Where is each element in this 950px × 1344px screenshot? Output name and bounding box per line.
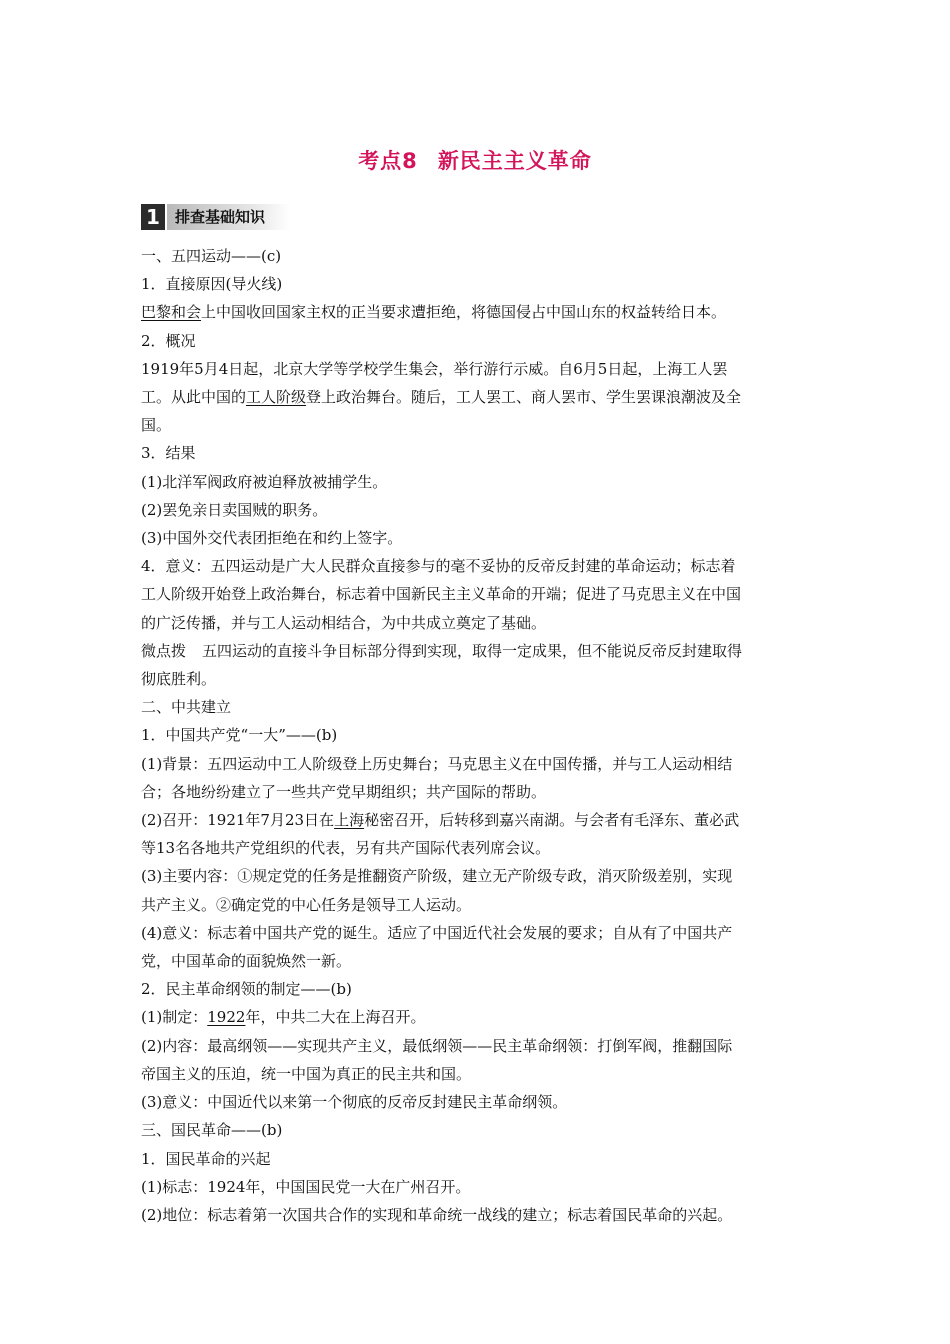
- text-line: [141, 693, 811, 721]
- text-segment: 1．国民革命的兴起: [141, 1149, 271, 1168]
- text-line: [141, 947, 811, 975]
- text-segment: 1919年5月4日起，北京大学等学校学生集会，举行游行示威。自6月5日起，上海工人罢: [141, 359, 728, 378]
- text-line: [141, 1201, 811, 1229]
- text-line: [141, 1032, 811, 1060]
- text-segment: 合；各地纷纷建立了一些共产党早期组织；共产国际的帮助。: [141, 782, 547, 801]
- underlined-keyword: 巴黎和会: [141, 303, 202, 322]
- text-line: [141, 242, 811, 270]
- text-segment: (3)中国外交代表团拒绝在和约上签字。: [141, 529, 403, 548]
- text-line: [141, 355, 811, 383]
- text-segment: 秘密召开，后转移到嘉兴南湖。与会者有毛泽东、董必武: [364, 811, 740, 830]
- text-line: [141, 1173, 811, 1201]
- text-line: [141, 298, 811, 326]
- text-segment: 2．概况: [141, 331, 196, 350]
- document-body: [141, 242, 811, 1229]
- text-segment: 微点拨: [141, 641, 187, 660]
- text-segment: 五四运动的直接斗争目标部分得到实现，取得一定成果，但不能说反帝反封建取得: [202, 641, 743, 660]
- title-topic-number: 考点8: [358, 149, 418, 173]
- text-segment: 共产主义。②确定党的中心任务是领导工人运动。: [141, 895, 472, 914]
- text-segment: 年，中共二大在上海召开。: [245, 1008, 426, 1027]
- text-line: [141, 580, 811, 608]
- text-line: [141, 862, 811, 890]
- text-segment: 的广泛传播，并与工人运动相结合，为中共成立奠定了基础。: [141, 613, 547, 632]
- text-segment: (2)地位：标志着第一次国共合作的实现和革命统一战线的建立；标志着国民革命的兴起。: [141, 1205, 733, 1224]
- page-title: [0, 145, 950, 175]
- text-segment: 2．民主革命纲领的制定——(b): [141, 980, 352, 999]
- text-line: [141, 975, 811, 1003]
- text-line: [141, 806, 811, 834]
- text-segment: 三、国民革命——(b): [141, 1121, 283, 1140]
- text-segment: (2)罢免亲日卖国贼的职务。: [141, 500, 328, 519]
- text-segment: (3)意义：中国近代以来第一个彻底的反帝反封建民主革命纲领。: [141, 1093, 568, 1112]
- text-segment: 彻底胜利。: [141, 670, 217, 689]
- text-line: [141, 665, 811, 693]
- text-segment: (1)制定：: [141, 1008, 208, 1027]
- text-line: [141, 1145, 811, 1173]
- text-segment: (1)背景：五四运动中工人阶级登上历史舞台；马克思主义在中国传播，并与工人运动相结: [141, 754, 733, 773]
- text-line: [141, 1088, 811, 1116]
- text-line: [141, 1116, 811, 1144]
- text-segment: (1)北洋军阀政府被迫释放被捕学生。: [141, 472, 388, 491]
- section-label: 排查基础知识: [167, 204, 291, 230]
- text-line: [141, 552, 811, 580]
- text-line: [141, 496, 811, 524]
- text-line: [141, 637, 811, 665]
- text-segment: 1．直接原因(导火线): [141, 275, 283, 294]
- text-segment: 3．结果: [141, 444, 196, 463]
- text-line: [141, 778, 811, 806]
- underlined-keyword: 上海: [334, 811, 365, 830]
- text-line: [141, 524, 811, 552]
- underlined-keyword: 工人阶级: [246, 388, 307, 407]
- text-line: [141, 270, 811, 298]
- text-segment: 1．中国共产党“一大”——(b): [141, 726, 338, 745]
- text-segment: 工。从此中国的: [141, 388, 247, 407]
- text-segment: (1)标志：1924年，中国国民党一大在广州召开。: [141, 1177, 471, 1196]
- section-banner: [141, 204, 291, 230]
- section-number: 1: [141, 204, 165, 230]
- text-segment: 国。: [141, 416, 172, 435]
- text-line: [141, 609, 811, 637]
- text-line: [141, 439, 811, 467]
- text-segment: 等13名各地共产党组织的代表，另有共产国际代表列席会议。: [141, 839, 551, 858]
- text-line: [141, 411, 811, 439]
- text-segment: (2)召开：1921年7月23日在: [141, 811, 335, 830]
- text-line: [141, 750, 811, 778]
- text-segment: 4．意义：五四运动是广大人民群众直接参与的毫不妥协的反帝反封建的革命运动；标志着: [141, 557, 736, 576]
- text-segment: (3)主要内容：①规定党的任务是推翻资产阶级，建立无产阶级专政，消灭阶级差别，实现: [141, 867, 733, 886]
- text-segment: 上中国收回国家主权的正当要求遭拒绝，将德国侵占中国山东的权益转给日本。: [201, 303, 727, 322]
- title-topic-name: 新民主主义革命: [437, 149, 592, 173]
- text-segment: 一、五四运动——(c): [141, 247, 282, 265]
- text-segment: 二、中共建立: [141, 698, 232, 717]
- text-line: [141, 1003, 811, 1031]
- text-line: [141, 891, 811, 919]
- text-line: [141, 383, 811, 411]
- underlined-keyword: 1922: [207, 1008, 246, 1027]
- text-line: [141, 327, 811, 355]
- text-segment: 工人阶级开始登上政治舞台，标志着中国新民主主义革命的开端；促进了马克思主义在中国: [141, 585, 742, 604]
- text-segment: 登上政治舞台。随后，工人罢工、商人罢市、学生罢课浪潮波及全: [306, 388, 742, 407]
- text-segment: 帝国主义的压迫，统一中国为真正的民主共和国。: [141, 1064, 472, 1083]
- text-line: [141, 468, 811, 496]
- text-line: [141, 919, 811, 947]
- text-line: [141, 834, 811, 862]
- text-segment: (4)意义：标志着中国共产党的诞生。适应了中国近代社会发展的要求；自从有了中国共产: [141, 923, 733, 942]
- text-line: [141, 1060, 811, 1088]
- text-segment: (2)内容：最高纲领——实现共产主义，最低纲领——民主革命纲领：打倒军阀，推翻国际: [141, 1036, 733, 1055]
- text-segment: 党，中国革命的面貌焕然一新。: [141, 952, 352, 971]
- text-line: [141, 721, 811, 749]
